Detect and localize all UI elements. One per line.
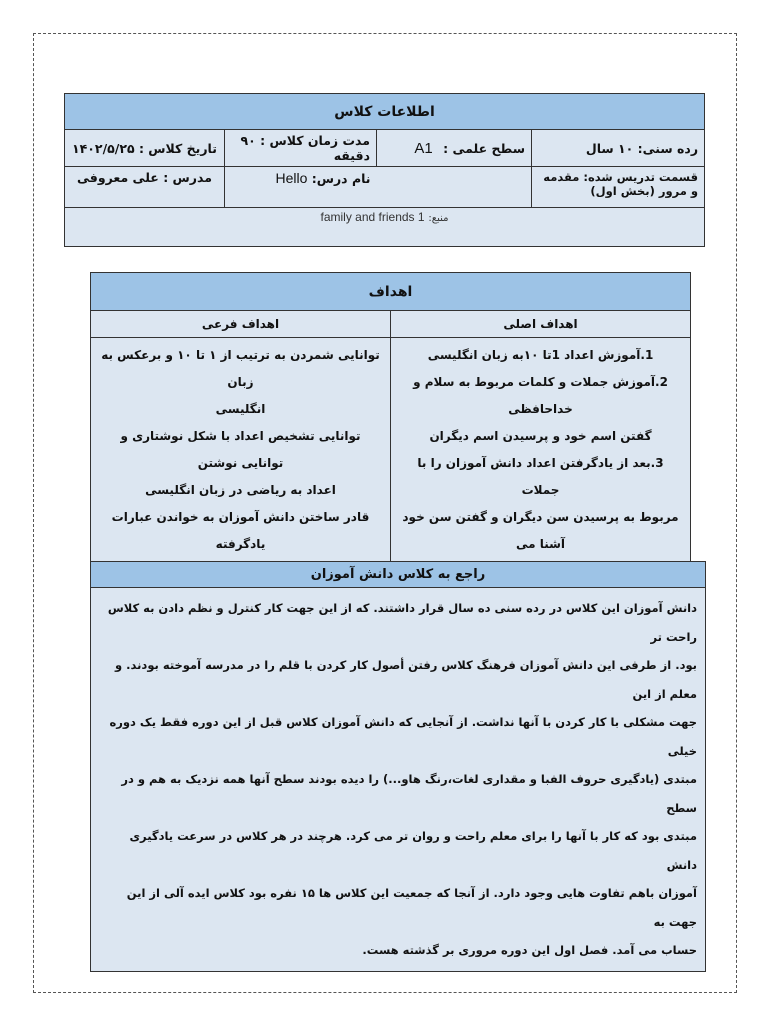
lesson-label: نام درس: xyxy=(311,171,371,186)
class-duration: مدت زمان کلاس : ۹۰ دقیقه xyxy=(225,130,377,167)
main-goal-line: گفتن اسم خود و پرسیدن اسم دیگران xyxy=(429,429,652,443)
class-date: تاریخ کلاس : ۱۴۰۲/۵/۲۵ xyxy=(65,130,225,167)
about-students-content xyxy=(91,588,706,972)
section-taught: قسمت تدریس شده: مقدمه و مرور (بخش اول) xyxy=(532,167,705,208)
main-goals-content xyxy=(391,338,691,590)
paragraph-line: مبتدی بود که کار با آنها را برای معلم راحت و روان تر می کرد. هرچند در هر کلاس در سرعت یادگیری دانش xyxy=(129,829,697,872)
about-students-title: راجع به کلاس دانش آموزان xyxy=(91,562,706,588)
paragraph-line: دانش آموزان این کلاس در رده سنی ده سال قرار داشتند. که از این جهت کار کنترل و نظم دادن به کلاس راحت تر xyxy=(107,601,697,644)
sub-goal-line: قادر ساختن دانش آموزان به خواندن عبارات یادگرفته xyxy=(111,510,370,551)
paragraph-line: آموزان باهم تفاوت هایی وجود دارد. از آنجا که جمعیت این کلاس ها ۱۵ نفره بود کلاس ایده آلی از این جهت به xyxy=(126,886,697,929)
empty-cell xyxy=(377,167,532,208)
main-goal-line: مربوط به پرسیدن سن دیگران و گفتن سن خود آشنا می xyxy=(402,510,679,551)
main-goals-header: اهداف اصلی xyxy=(391,311,691,338)
source-cell xyxy=(65,208,705,247)
sub-goal-line: توانایی شمردن به ترتیب از ۱ تا ۱۰ و برعکس به زبان xyxy=(101,348,380,389)
about-students-table xyxy=(90,561,706,972)
paragraph-line: جهت مشکلی با کار کردن با آنها نداشت. از آنجایی که دانش آموزان کلاس قبل از این دوره فقط یک دوره خیلی xyxy=(109,715,697,758)
sub-goal-line: انگلیسی xyxy=(215,402,266,416)
paragraph-line: حساب می آمد. فصل اول این دوره مروری بر گذشته هست. xyxy=(362,943,697,957)
lesson-name xyxy=(225,167,377,208)
sub-goal-line: توانایی تشخیص اعداد با شکل نوشتاری و توانایی نوشتن xyxy=(120,429,361,470)
sub-goals-content xyxy=(91,338,391,590)
class-info-table xyxy=(64,93,705,247)
main-goal-line: 3.بعد از یادگرفتن اعداد دانش آموزان را با جملات xyxy=(417,456,664,497)
source-label: منبع: xyxy=(428,213,449,224)
age-group: رده سنی: ۱۰ سال xyxy=(532,130,705,167)
main-goal-line: 2.آموزش جملات و کلمات مربوط به سلام و خداحافظی xyxy=(413,375,668,416)
class-info-title: اطلاعات کلاس xyxy=(65,94,705,130)
goals-title: اهداف xyxy=(91,273,691,311)
sub-goals-header: اهداف فرعی xyxy=(91,311,391,338)
main-goal-line: 1.آموزش اعداد 1تا ۱۰به زبان انگلیسی xyxy=(427,348,654,362)
goals-table xyxy=(90,272,691,590)
lesson-value: Hello xyxy=(275,170,308,186)
source-value: family and friends 1 xyxy=(320,210,425,224)
paragraph-line: مبتدی (یادگیری حروف الفبا و مقداری لغات،رنگ هاو...) را دیده بودند سطح آنها همه نزدیک به هم و در سطح xyxy=(121,772,697,815)
paragraph-line: بود. از طرفی این دانش آموزان فرهنگ کلاس رفتن أصول کار کردن با قلم را در مدرسه آموخته بودند. و معلم از این xyxy=(114,658,697,701)
level-label: سطح علمی : xyxy=(443,140,525,156)
teacher-name: مدرس : علی معروفی xyxy=(65,167,225,208)
sub-goal-line: اعداد به ریاضی در زبان انگلیسی xyxy=(145,483,336,497)
class-level xyxy=(377,130,532,167)
level-value: A1 xyxy=(414,139,433,157)
